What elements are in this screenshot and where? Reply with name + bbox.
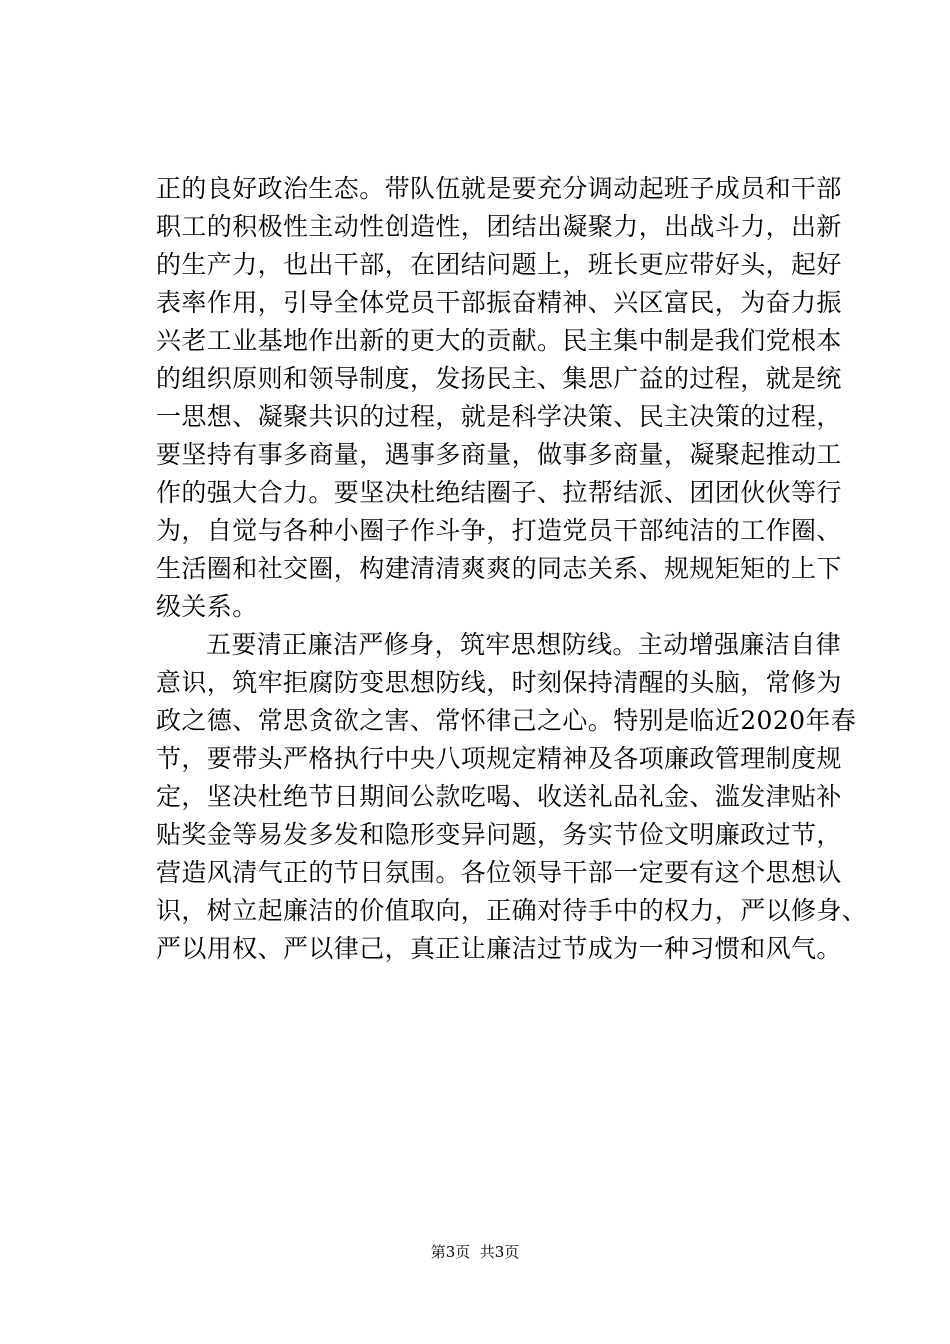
paragraph-start-line: 五要清正廉洁严修身，筑牢思想防线。主动增强廉洁自律 <box>206 630 842 659</box>
text-line: 的生产力，也出干部，在团结问题上，班长更应带好头，起好 <box>156 250 842 279</box>
text-line: 正的良好政治生态。带队伍就是要充分调动起班子成员和干部 <box>156 174 842 203</box>
page-footer <box>0 1242 950 1262</box>
text-line: 政之德、常思贪欲之害、常怀律己之心。特别是临近2020年春 <box>156 706 857 735</box>
text-line: 定，坚决杜绝节日期间公款吃喝、收送礼品礼金、滥发津贴补 <box>156 782 842 811</box>
text-line: 的组织原则和领导制度，发扬民主、集思广益的过程，就是统 <box>156 364 842 393</box>
text-line: 兴老工业基地作出新的更大的贡献。民主集中制是我们党根本 <box>156 326 842 355</box>
text-line: 作的强大合力。要坚决杜绝结圈子、拉帮结派、团团伙伙等行 <box>156 478 842 507</box>
text-line: 表率作用，引导全体党员干部振奋精神、兴区富民，为奋力振 <box>156 288 842 317</box>
text-line: 级关系。 <box>156 592 258 621</box>
text-line: 严以用权、严以律己，真正让廉洁过节成为一种习惯和风气。 <box>156 934 842 963</box>
text-line: 为，自觉与各种小圈子作斗争，打造党员干部纯洁的工作圈、 <box>156 516 842 545</box>
page-number: 第3页 共3页 <box>430 1243 520 1261</box>
text-line: 职工的积极性主动性创造性，团结出凝聚力，出战斗力，出新 <box>156 212 842 241</box>
text-line: 要坚持有事多商量，遇事多商量，做事多商量，凝聚起推动工 <box>156 440 842 469</box>
text-line: 贴奖金等易发多发和隐形变异问题，务实节俭文明廉政过节， <box>156 820 842 849</box>
text-line: 生活圈和社交圈，构建清清爽爽的同志关系、规规矩矩的上下 <box>156 554 842 583</box>
text-line: 意识，筑牢拒腐防变思想防线，时刻保持清醒的头脑，常修为 <box>156 668 842 697</box>
text-line: 一思想、凝聚共识的过程，就是科学决策、民主决策的过程， <box>156 402 842 431</box>
text-line: 识，树立起廉洁的价值取向，正确对待手中的权力，严以修身、 <box>156 896 868 925</box>
text-line: 营造风清气正的节日氛围。各位领导干部一定要有这个思想认 <box>156 858 842 887</box>
document-body <box>156 170 868 968</box>
text-line: 节，要带头严格执行中央八项规定精神及各项廉政管理制度规 <box>156 744 842 773</box>
